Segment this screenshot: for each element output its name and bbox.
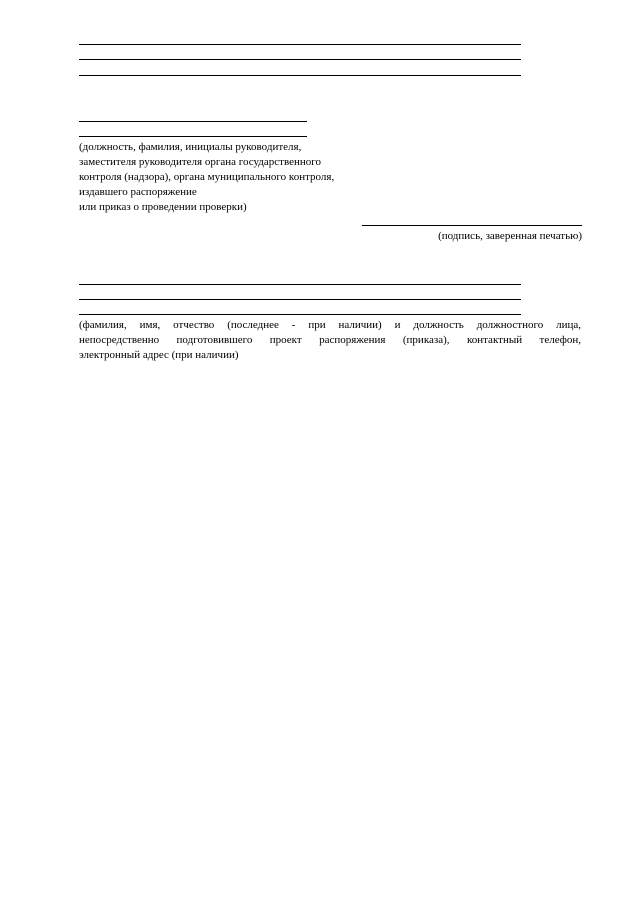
preparer-caption-line: электронный адрес (при наличии) (79, 349, 239, 361)
head-blank-line-2 (79, 136, 307, 137)
preparer-blank-line-2 (79, 299, 521, 300)
signature-caption: (подпись, заверенная печатью) (438, 230, 582, 242)
preparer-blank-line-1 (79, 284, 521, 285)
head-caption-line: контроля (надзора), органа муниципального контроля, (79, 171, 335, 183)
preparer-caption-line: непосредственно подготовившего проект распоряжения (приказа), контактный телефон, (79, 334, 581, 346)
preparer-caption (79, 318, 581, 363)
top-blank-line-1 (79, 44, 521, 45)
signature-blank-line (362, 225, 582, 226)
preparer-blank-line-3 (79, 314, 521, 315)
top-blank-line-2 (79, 59, 521, 60)
head-blank-line-1 (79, 121, 307, 122)
head-caption-line: или приказ о проведении проверки) (79, 201, 247, 213)
head-caption-line: заместителя руководителя органа государственного (79, 156, 321, 168)
top-blank-line-3 (79, 75, 521, 76)
head-caption (79, 140, 334, 215)
head-caption-line: (должность, фамилия, инициалы руководителя, (79, 141, 302, 153)
head-caption-line: издавшего распоряжение (79, 186, 197, 198)
preparer-caption-line: (фамилия, имя, отчество (последнее - при наличии) и должность должностного лица, (79, 319, 581, 331)
